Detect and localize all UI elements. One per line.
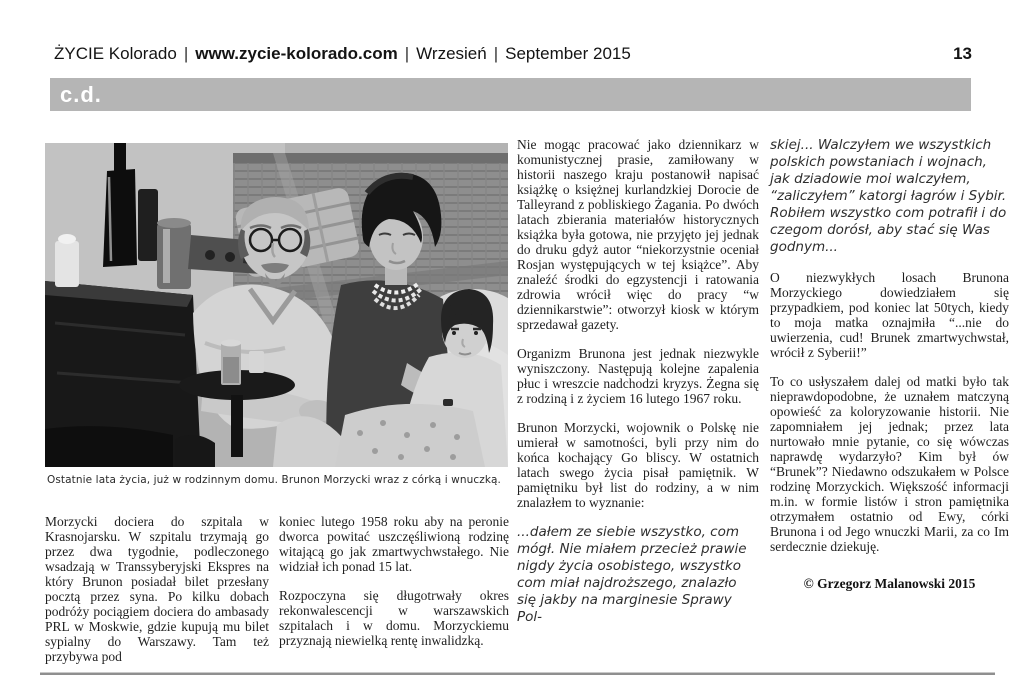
page-number: 13 [953,44,972,63]
text-column-4 [770,137,1009,606]
section-continuation-label: c.d. [60,81,102,107]
article-paragraph: Brunon Morzycki, wojownik o Polskę nie umierał w samotności, byli przy nim do końca kochający Go bliscy. W ostatnich latach swego życia pisał pamiętnik. W pamiętniku był list do rodziny, a w nim znalazłem to wyznanie: [517,420,759,510]
article-paragraph: Organizm Brunona jest jednak niezwykle wyniszczony. Następują kolejne zapalenia płuc i wreszcie nadchodzi kryzys. Żegna się z rodziną i z życiem 16 lutego 1967 roku. [517,346,759,406]
article-paragraph: Rozpoczyna się długotrwały okres rekonwalescencji w warszawskich szpitalach i w domu. Morzyckiemu przyznają niewielką rentę inwalidzką. [279,588,509,648]
header-separator: | [183,44,189,63]
article-paragraph: koniec lutego 1958 roku aby na peronie dworca powitać uszczęśliwioną rodzinę witającą go jak zmartwychwstałego. Nie widział ich ponad 15 lat. [279,514,509,574]
bottom-rule [40,672,995,675]
family-photo-illustration [45,143,508,467]
text-column-1 [45,514,269,678]
issue-month-pl: Wrzesień [416,44,487,63]
text-column-3 [517,137,759,640]
author-credit: © Grzegorz Malanowski 2015 [803,576,976,591]
article-paragraph: O niezwykłych losach Brunona Morzyckiego dowiedziałem się przypadkiem, pod koniec lat 50tych, kiedy to moja matka oznajmiła “...nie do uwierzenia, cud! Brunek zmartwychwstał, wrócił z Syberii!” [770,270,1009,360]
header-separator: | [493,44,499,63]
section-continuation-bar [50,78,971,111]
publication-title: ŻYCIE Kolorado [54,44,177,63]
header-separator: | [404,44,410,63]
article-paragraph: Nie mogąc pracować jako dziennikarz w komunistycznej prasie, zamiłowany w historii naszego kraju postanowił napisać książkę o księżnej kurlandzkiej Dorocie de Talleyrand z pobliskiego Żagania. Po dwóch latach zbierania materiałów historycznych książka była gotowa, nie przyjęto jej jednak do druku gdyż autor “niekorzystnie oceniał Rosjan występujących w tej książce”. Aby znaleźć środki do egzystencji i ratowania zdrowia wrócił więc do pracy “w dziennikarstwie”: otworzył kiosk w którym sprzedawał gazety. [517,137,759,332]
photo-caption: Ostatnie lata życia, już w rodzinnym domu. Brunon Morzycki wraz z córką i wnuczką. [47,474,501,486]
website-url: www.zycie-kolorado.com [195,44,398,63]
article-paragraph: Morzycki dociera do szpitala w Krasnojarsku. W szpitalu trzymają go przez dwa tygodnie, podleczonego wsadzają w Transsyberyjski Ekspres na który Brunon posiadał bilet przesłany pocztą przez syna. Po kilku dobach podróży pociągiem dociera do ambasady PRL w Moskwie, gdzie kupują mu bilet sypialny do Warszawy. Tam też przybywa pod [45,514,269,664]
article-paragraph: To co usłyszałem dalej od matki było tak nieprawdopodobne, że uznałem matczyną opowieść za koloryzowanie historii. Nie zapomniałem jej jednak; przez lata nurtowało mnie pytanie, co się wówczas naprawdę wydarzyło? Kim był ów “Brunek”? Niedawno odszukałem w Polsce rodzinę Morzyckich. Większość informacji m.in. w formie listów i stron pamiętnika otrzymałem ostatnio od Ewy, córki Brunona i od Jego wnuczki Marii, za co Im serdecznie dziekuję. [770,374,1009,554]
memoir-quote: ...dałem ze siebie wszystko, com mógł. Nie miałem przecież prawie nigdy życia osobistego, wszystko com miał najdroższego, znalazło się jakby na marginesie Sprawy Pol- [517,524,747,625]
issue-month-en: September 2015 [505,44,631,63]
page-header [54,44,970,64]
memoir-quote: skiej... Walczyłem we wszystkich polskich powstaniach i wojnach, jak dziadowie moi walczyłem, “zaliczyłem” katorgi łagrów i Sybir. Robiłem wszystko com potrafił i do czegom dorósł, aby stać się Was godnym... [770,137,1007,255]
text-column-2 [279,514,509,662]
article-photo [45,143,508,467]
